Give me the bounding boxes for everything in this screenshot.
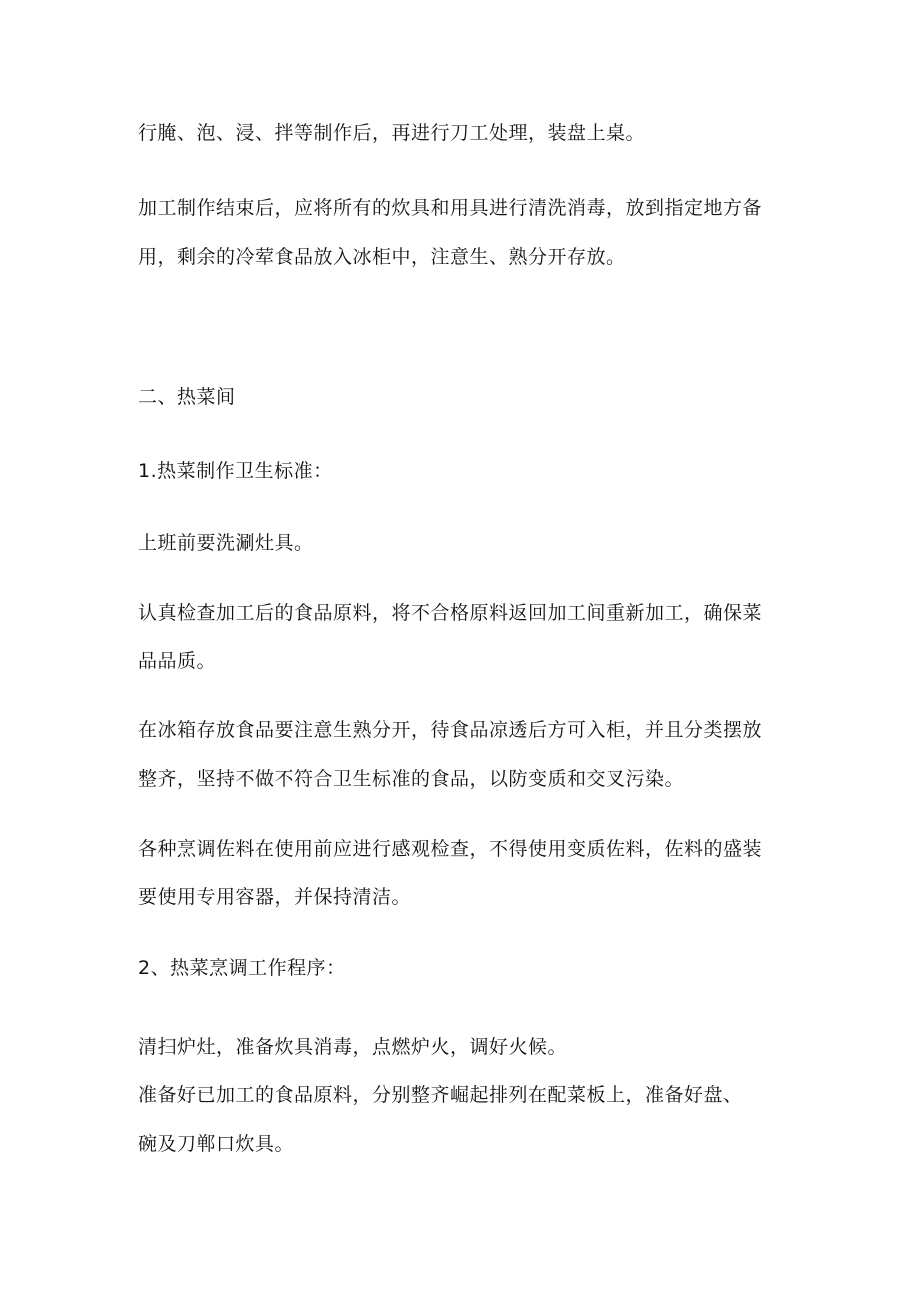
paragraph-wash-stove: 上班前要洗涮灶具。 [138,532,314,554]
paragraph-prepare-ingredients-line-2: 碗及刀郸口炊具。 [138,1133,295,1155]
paragraph-cleanup-line-2: 用，剩余的冷荤食品放入冰柜中，注意生、熟分开存放。 [138,246,626,268]
paragraph-inspect-ingredients-line-2: 品品质。 [138,650,217,672]
subheading-hygiene-standards: 1.热菜制作卫生标准： [138,460,333,482]
paragraph-clean-stove: 清扫炉灶，准备炊具消毒，点燃炉火，调好火候。 [138,1036,568,1058]
paragraph-fridge-storage-line-2: 整齐，坚持不做不符合卫生标准的食品，以防变质和交叉污染。 [138,768,685,790]
paragraph-inspect-ingredients-line-1: 认真检查加工后的食品原料，将不合格原料返回加工间重新加工，确保菜 [138,602,763,624]
section-heading-hot-kitchen: 二、热菜间 [138,386,236,408]
paragraph-prepare-ingredients-line-1: 准备好已加工的食品原料，分别整齐崛起排列在配菜板上，准备好盘、 [138,1084,743,1106]
paragraph-seasoning-line-2: 要使用专用容器，并保持清洁。 [138,886,412,908]
subheading-cooking-procedure: 2、热菜烹调工作程序： [138,957,346,979]
paragraph-cold-dish-prep-end: 行腌、泡、浸、拌等制作后，再进行刀工处理，装盘上桌。 [138,122,646,144]
paragraph-seasoning-line-1: 各种烹调佐料在使用前应进行感观检查，不得使用变质佐料，佐料的盛装 [138,838,763,860]
paragraph-fridge-storage-line-1: 在冰箱存放食品要注意生熟分开，待食品凉透后方可入柜，并且分类摆放 [138,719,763,741]
paragraph-cleanup-line-1: 加工制作结束后，应将所有的炊具和用具进行清洗消毒，放到指定地方备 [138,197,763,219]
